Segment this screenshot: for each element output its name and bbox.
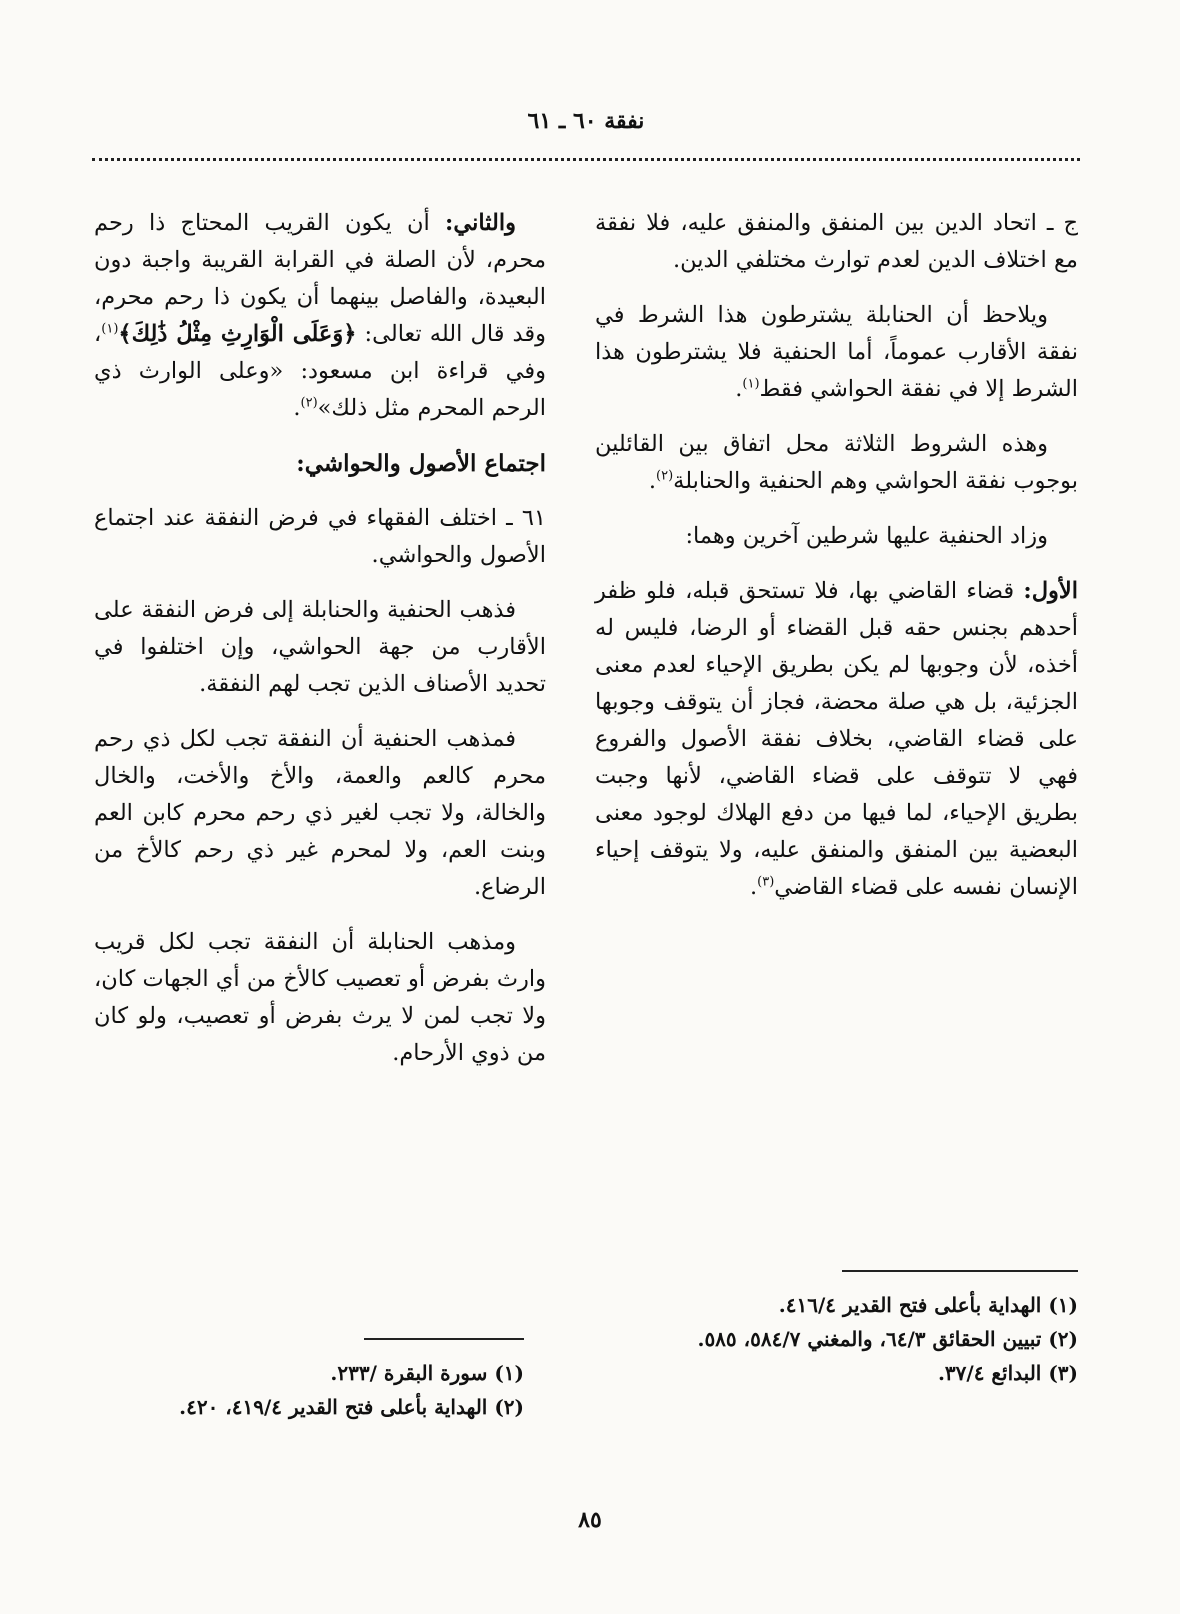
right-paragraph-5: الأول: قضاء القاضي بها، فلا تستحق قبله، فلو ظفر أحدهم بجنس حقه قبل القضاء أو الرضا، فليس له أخذه، لأن وجوبها لم يكن بطريق الإحياء لعدم معنى الجزئية، بل هي صلة محضة، فجاز أن يتوقف وجوبها على قضاء القاضي، بخلاف نفقة الأصول والفروع فهي لا تتوقف على قضاء القاضي، لأنها وجبت بطريق الإحياء، لما فيها من دفع الهلاك لوجود معنى البعضية بين المنفق والمنفق عليه، ولا يتوقف إحياء الإنسان نفسه على قضاء القاضي$^{(٣)}$. <box>595 578 1079 900</box>
footnote-item: (٢) الهداية بأعلى فتح القدير ٤١٩/٤، ٤٢٠. <box>179 1395 524 1419</box>
left-column <box>94 205 546 1090</box>
right-paragraph-2: ويلاحظ أن الحنابلة يشترطون هذا الشرط في نفقة الأقارب عموماً، أما الحنفية فلا يشترطون هذا الشرط إلا في نفقة الحواشي فقط$^{(١)}$. <box>595 302 1078 402</box>
right-paragraph-4: وزاد الحنفية عليها شرطين آخرين وهما: <box>685 523 1048 549</box>
quran-verse: ﴿وَعَلَى الْوَارِثِ مِثْلُ ذَٰلِكَ﴾ <box>118 321 357 347</box>
left-paragraph-5: ومذهب الحنابلة أن النفقة تجب لكل قريب وارث بفرض أو تعصيب كالأخ من أي الجهات كان، ولا تجب لمن لا يرث بفرض أو تعصيب، ولو كان من ذوي الأرحام. <box>94 929 546 1066</box>
footnotes-left <box>94 1356 524 1424</box>
left-paragraph-4: فمذهب الحنفية أن النفقة تجب لكل ذي رحم محرم كالعم والعمة، والأخ والأخت، والخال والخالة، ولا تجب لغير ذي رحم محرم كابن العم وبنت العم، ولا لمحرم غير ذي رحم كالأخ من الرضاع. <box>94 726 546 900</box>
footnote-rule-right <box>842 1270 1078 1272</box>
page-number: ٨٥ <box>578 1507 602 1533</box>
right-paragraph-3: وهذه الشروط الثلاثة محل اتفاق بين القائلين بوجوب نفقة الحواشي وهم الحنفية والحنابلة$^{(٢)}$. <box>595 431 1078 494</box>
left-paragraph-2: ٦١ ـ اختلف الفقهاء في فرض النفقة عند اجتماع الأصول والحواشي. <box>94 505 546 568</box>
footnote-ref: (١) <box>742 376 760 392</box>
footnote-item: (١) سورة البقرة /٢٣٣. <box>330 1361 524 1385</box>
header-dotted-rule <box>92 158 1080 161</box>
paragraph-lead: الأول: <box>1023 578 1079 604</box>
left-paragraph-1: والثاني: أن يكون القريب المحتاج ذا رحم محرم، لأن الصلة في القرابة القريبة واجبة دون البعيدة، والفاصل بينهما أن يكون ذا رحم محرم، وقد قال الله تعالى: ﴿وَعَلَى الْوَارِثِ مِثْلُ ذَٰلِكَ﴾$^{(١)}$، وفي قراءة ابن مسعود: «وعلى الوارث ذي الرحم المحرم مثل ذلك»$^{(٢)}$. <box>94 210 546 421</box>
footnote-ref: (٢) <box>656 468 674 484</box>
footnotes-right <box>600 1288 1078 1390</box>
footnote-item: (١) الهداية بأعلى فتح القدير ٤١٦/٤. <box>778 1293 1078 1317</box>
footnote-item: (٣) البدائع ٣٧/٤. <box>937 1361 1078 1385</box>
footnote-ref: (٢) <box>300 395 318 411</box>
footnote-ref: (١) <box>101 321 119 337</box>
left-paragraph-3: فذهب الحنفية والحنابلة إلى فرض النفقة على الأقارب من جهة الحواشي، وإن اختلفوا في تحديد الأصناف الذين تجب لهم النفقة. <box>94 597 546 697</box>
right-paragraph-1: ج ـ اتحاد الدين بين المنفق والمنفق عليه، فلا نفقة مع اختلاف الدين لعدم توارث مختلفي الدين. <box>595 210 1078 273</box>
right-column <box>595 205 1078 924</box>
page-header <box>90 108 1082 134</box>
footnote-item: (٢) تبيين الحقائق ٦٤/٣، والمغني ٥٨٤/٧، ٥٨٥. <box>697 1327 1078 1351</box>
paragraph-lead: والثاني: <box>445 210 516 236</box>
footnote-ref: (٣) <box>757 874 775 890</box>
section-heading: اجتماع الأصول والحواشي: <box>296 450 546 477</box>
footnote-rule-left <box>364 1338 524 1340</box>
header-title: نفقة ٦٠ ـ ٦١ <box>527 108 645 134</box>
